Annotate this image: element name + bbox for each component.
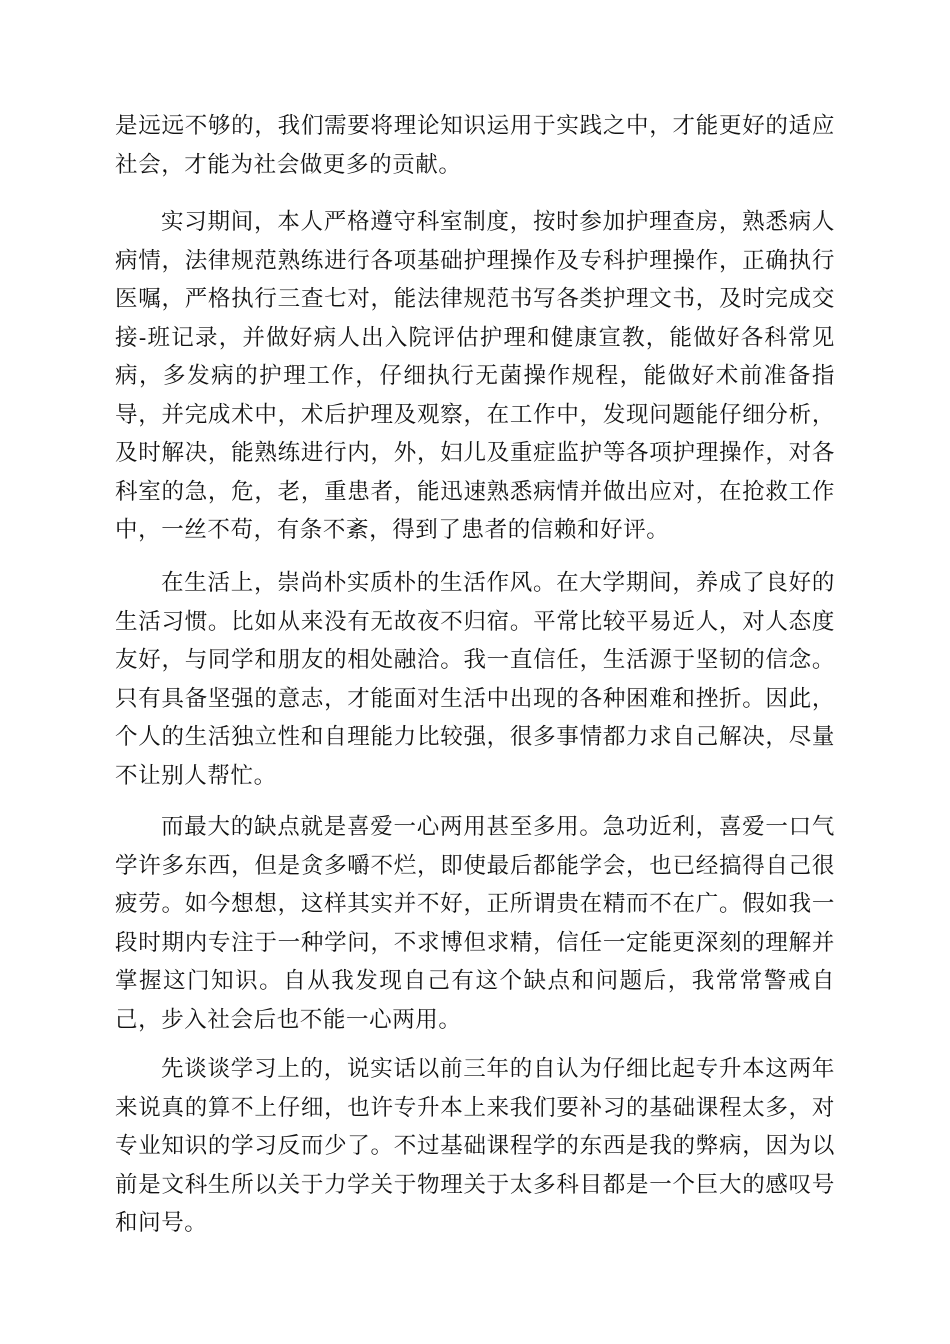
- paragraph-internship: 实习期间，本人严格遵守科室制度，按时参加护理查房，熟悉病人病情，法律规范熟练进行各项基础护理操作及专科护理操作，正确执行医嘱，严格执行三查七对，能法律规范书写各类护理文书，及时完成交接-班记录，并做好病人出入院评估护理和健康宣教，能做好各科常见病，多发病的护理工作，仔细执行无菌操作规程，能做好术前准备指导，并完成术中，术后护理及观察，在工作中，发现问题能仔细分析，及时解决，能熟练进行内，外，妇儿及重症监护等各项护理操作，对各科室的急，危，老，重患者，能迅速熟悉病情并做出应对，在抢救工作中，一丝不苟，有条不紊，得到了患者的信赖和好评。: [115, 209, 835, 543]
- paragraph-continuation: 是远远不够的，我们需要将理论知识运用于实践之中，才能更好的适应社会，才能为社会做更多的贡献。: [115, 113, 835, 178]
- paragraph-shortcomings: 而最大的缺点就是喜爱一心两用甚至多用。急功近利，喜爱一口气学许多东西，但是贪多嚼不烂，即使最后都能学会，也已经搞得自己很疲劳。如今想想，这样其实并不好，正所谓贵在精而不在广。假如我一段时期内专注于一种学问，不求博但求精，信任一定能更深刻的理解并掌握这门知识。自从我发现自己有这个缺点和问题后，我常常警戒自己，步入社会后也不能一心两用。: [115, 814, 835, 1033]
- paragraph-life: 在生活上，崇尚朴实质朴的生活作风。在大学期间，养成了良好的生活习惯。比如从来没有无故夜不归宿。平常比较平易近人，对人态度友好，与同学和朋友的相处融洽。我一直信任，生活源于坚韧的信念。只有具备坚强的意志，才能面对生活中出现的各种困难和挫折。因此，个人的生活独立性和自理能力比较强，很多事情都力求自己解决，尽量不让别人帮忙。: [115, 570, 835, 789]
- paragraph-study: 先谈谈学习上的，说实话以前三年的自认为仔细比起专升本这两年来说真的算不上仔细，也许专升本上来我们要补习的基础课程太多，对专业知识的学习反而少了。不过基础课程学的东西是我的弊病，因为以前是文科生所以关于力学关于物理关于太多科目都是一个巨大的感叹号和问号。: [115, 1056, 835, 1236]
